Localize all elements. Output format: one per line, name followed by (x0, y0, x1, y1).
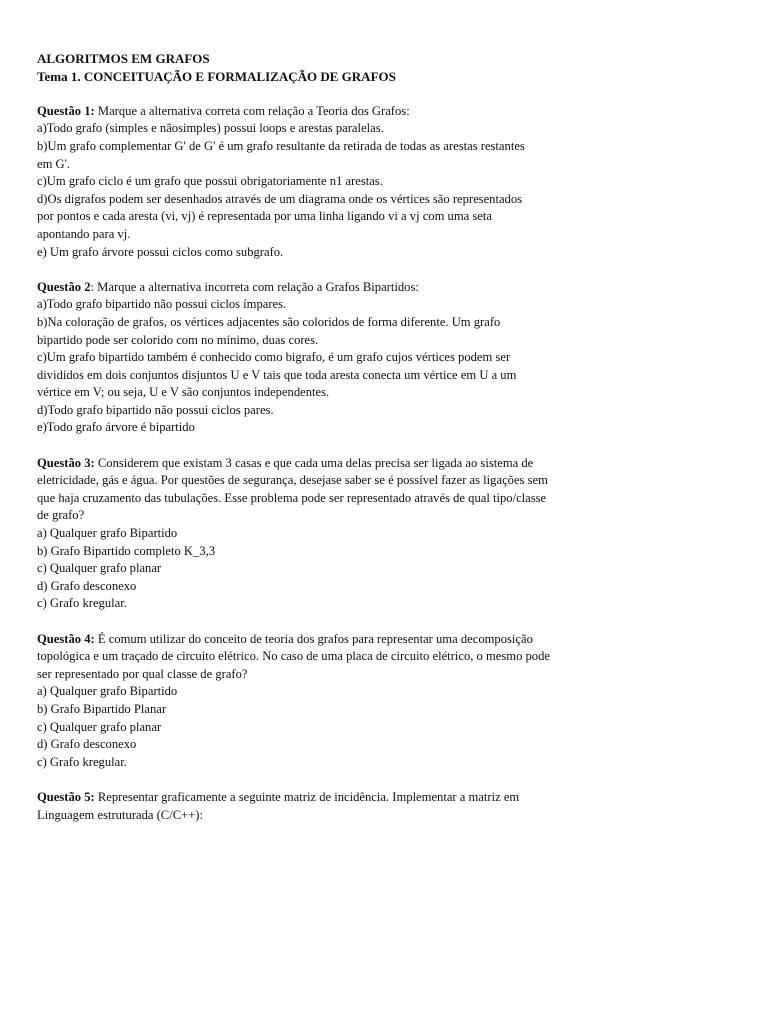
question-prompt-text: que haja cruzamento das tubulações. Esse problema pode ser representado através de qual tipo/classe (37, 490, 547, 505)
question-prompt-text: de grafo? (37, 508, 85, 523)
question-prompt-line (37, 789, 622, 807)
answer-option-line: por pontos e cada aresta (vi, vj) é representada por uma linha ligando vi a vj com uma seta (37, 209, 492, 224)
answer-option-line: d) Grafo desconexo (37, 737, 137, 752)
question-5 (37, 789, 622, 824)
question-label: Questão 4: (37, 631, 95, 646)
question-prompt-line (37, 666, 622, 684)
answer-option-line: d)Os digrafos podem ser desenhados através de um diagrama onde os vértices são representados (37, 191, 523, 206)
answer-option-line: b)Um grafo complementar G' de G' é um grafo resultante da retirada de todas as arestas restantes (37, 138, 525, 153)
question-label: Questão 1: (37, 103, 95, 118)
question-4 (37, 631, 622, 772)
answer-option-line: c) Qualquer grafo planar (37, 561, 162, 576)
document-page (37, 50, 622, 824)
question-prompt-line (37, 455, 622, 473)
answer-option-line: c) Grafo kregular. (37, 596, 127, 611)
answer-option-line: em G'. (37, 156, 71, 171)
answer-option-line: d)Todo grafo bipartido não possui ciclos pares. (37, 402, 274, 417)
question-prompt-line (37, 807, 622, 825)
answer-option-line: c) Grafo kregular. (37, 754, 127, 769)
question-prompt-text: eletricidade, gás e água. Por questões de segurança, desejase saber se é possível fazer as ligações sem (37, 473, 548, 488)
answer-option-line: b)Na coloração de grafos, os vértices adjacentes são coloridos de forma diferente. Um grafo (37, 314, 501, 329)
question-label: Questão 2 (37, 279, 91, 294)
answer-option-line: apontando para vj. (37, 226, 131, 241)
question-3 (37, 455, 622, 613)
question-prompt-text: : Marque a alternativa incorreta com relação a Grafos Bipartidos: (90, 279, 419, 294)
answer-option-line: a) Qualquer grafo Bipartido (37, 684, 178, 699)
answer-option-line: divididos em dois conjuntos disjuntos U e V tais que toda aresta conecta um vértice em U a um (37, 367, 517, 382)
answer-option-line: b) Grafo Bipartido Planar (37, 701, 167, 716)
answer-option-line: b) Grafo Bipartido completo K_3,3 (37, 543, 216, 558)
question-prompt-text: Considerem que existam 3 casas e que cada uma delas precisa ser ligada ao sistema de (94, 455, 534, 470)
answer-option-line: c)Um grafo ciclo é um grafo que possui obrigatoriamente n1 arestas. (37, 174, 383, 189)
question-prompt-line (37, 648, 622, 666)
answer-option-line: a)Todo grafo (simples e nãosimples) possui loops e arestas paralelas. (37, 121, 384, 136)
question-prompt-text: Linguagem estruturada (C/C++): (37, 807, 203, 822)
document-subtitle: Tema 1. CONCEITUAÇÃO E FORMALIZAÇÃO DE GRAFOS (37, 68, 396, 84)
questions-list (37, 103, 622, 824)
question-2 (37, 279, 622, 437)
question-prompt-text: topológica e um traçado de circuito elétrico. No caso de uma placa de circuito elétrico, o mesmo pode (37, 649, 550, 664)
answer-option-line: a) Qualquer grafo Bipartido (37, 526, 178, 541)
question-prompt-line (37, 631, 622, 649)
question-1 (37, 103, 622, 261)
question-prompt-line (37, 507, 622, 525)
answer-option-line: c) Qualquer grafo planar (37, 719, 162, 734)
question-prompt-line (37, 103, 622, 121)
question-prompt-line (37, 472, 622, 490)
question-prompt-line (37, 490, 622, 508)
question-label: Questão 5: (37, 789, 95, 804)
question-prompt-text: ser representado por qual classe de grafo? (37, 666, 248, 681)
question-prompt-text: Marque a alternativa correta com relação a Teoria dos Grafos: (94, 103, 410, 118)
question-label: Questão 3: (37, 455, 95, 470)
question-prompt-text: Representar graficamente a seguinte matriz de incidência. Implementar a matriz em (94, 789, 520, 804)
answer-option-line: c)Um grafo bipartido também é conhecido como bigrafo, é um grafo cujos vértices podem ser (37, 350, 511, 365)
answer-option-line: vértice em V; ou seja, U e V são conjuntos independentes. (37, 385, 330, 400)
answer-option-line: bipartido pode ser colorido com no mínimo, duas cores. (37, 332, 319, 347)
answer-option-line: d) Grafo desconexo (37, 578, 137, 593)
answer-option-line: a)Todo grafo bipartido não possui ciclos ímpares. (37, 297, 287, 312)
question-prompt-line (37, 279, 622, 297)
document-title: ALGORITMOS EM GRAFOS (37, 51, 210, 66)
answer-option-line: e)Todo grafo árvore é bipartido (37, 420, 195, 435)
answer-option-line: e) Um grafo árvore possui ciclos como subgrafo. (37, 244, 284, 259)
question-prompt-text: É comum utilizar do conceito de teoria dos grafos para representar uma decomposição (94, 631, 533, 646)
